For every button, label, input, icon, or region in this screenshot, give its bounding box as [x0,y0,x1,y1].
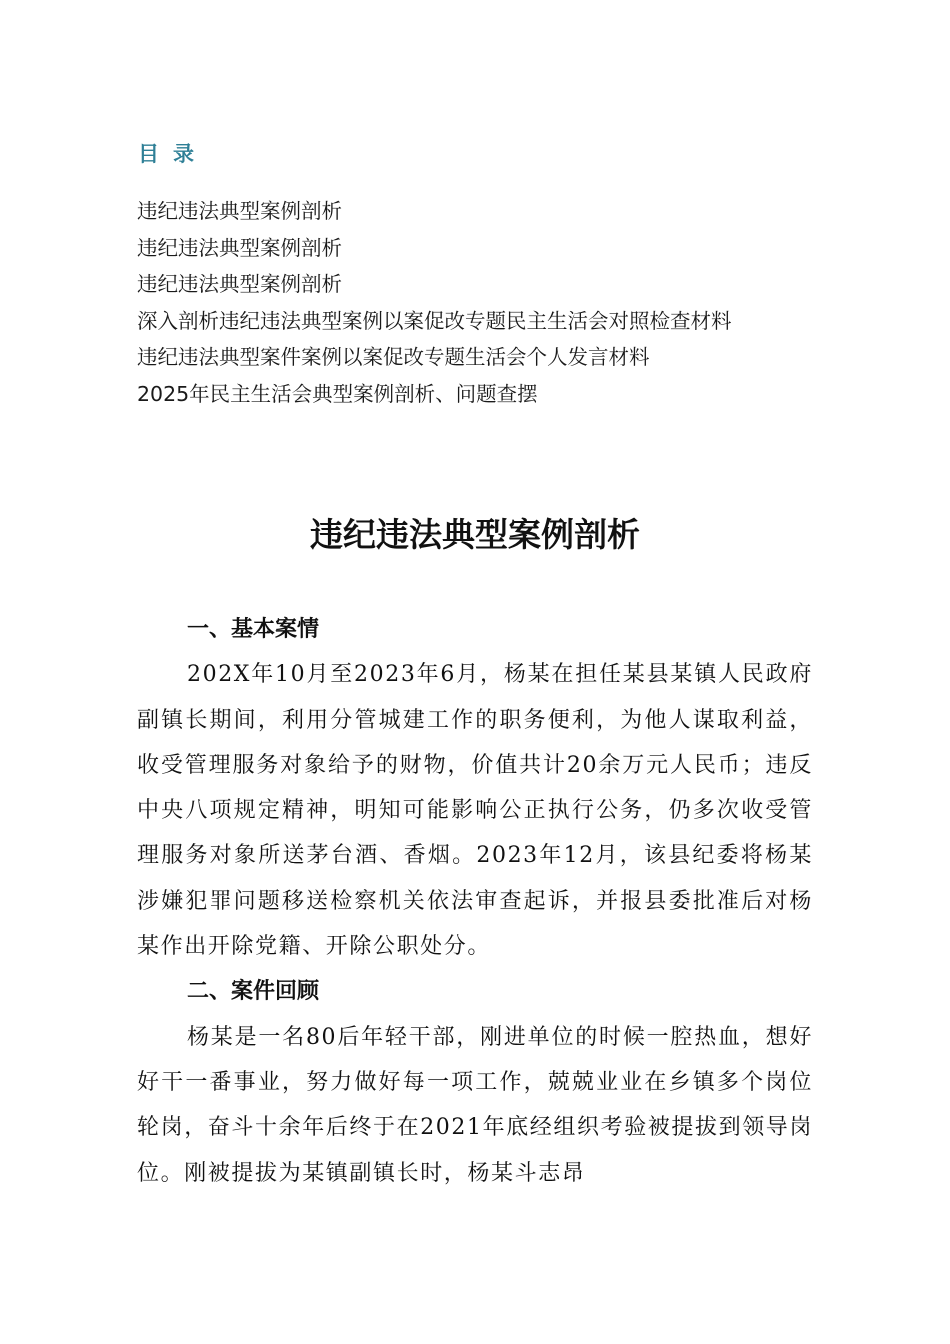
toc-item[interactable]: 违纪违法典型案例剖析 [137,235,342,260]
toc-item[interactable]: 违纪违法典型案件案例以案促改专题生活会个人发言材料 [137,345,650,370]
section-paragraph-basic-facts: 202X年10月至2023年6月，杨某在担任某县某镇人民政府副镇长期间，利用分管城建工作的职务便利，为他人谋取利益，收受管理服务对象给予的财物，价值共计20余万元人民币；违反中央八项规定精神，明知可能影响公正执行公务，仍多次收受管理服务对象所送茅台酒、香烟。2023年12月，该县纪委将杨某涉嫌犯罪问题移送检察机关依法审查起诉，并报县委批准后对杨某作出开除党籍、开除公职处分。 [137,662,813,960]
toc-title: 目录 [138,142,208,166]
toc-item[interactable]: 2025年民主生活会典型案例剖析、问题查摆 [137,381,538,406]
toc-list [137,193,732,413]
section-paragraph-case-review: 杨某是一名80后年轻干部，刚进单位的时候一腔热血，想好好干一番事业，努力做好每一项工作，兢兢业业在乡镇多个岗位轮岗，奋斗十余年后终于在2021年底经组织考验被提拔到领导岗位。刚被提拔为某镇副镇长时，杨某斗志昂 [137,1024,813,1186]
document-title: 违纪违法典型案例剖析 [310,515,640,554]
section-heading-case-review: 二、案件回顾 [187,979,320,1005]
document-body [137,607,813,1196]
toc-item[interactable]: 违纪违法典型案例剖析 [137,272,342,297]
toc-item[interactable]: 深入剖析违纪违法典型案例以案促改专题民主生活会对照检查材料 [137,308,732,333]
section-heading-basic-facts: 一、基本案情 [187,617,320,642]
toc-item[interactable]: 违纪违法典型案例剖析 [137,199,342,223]
